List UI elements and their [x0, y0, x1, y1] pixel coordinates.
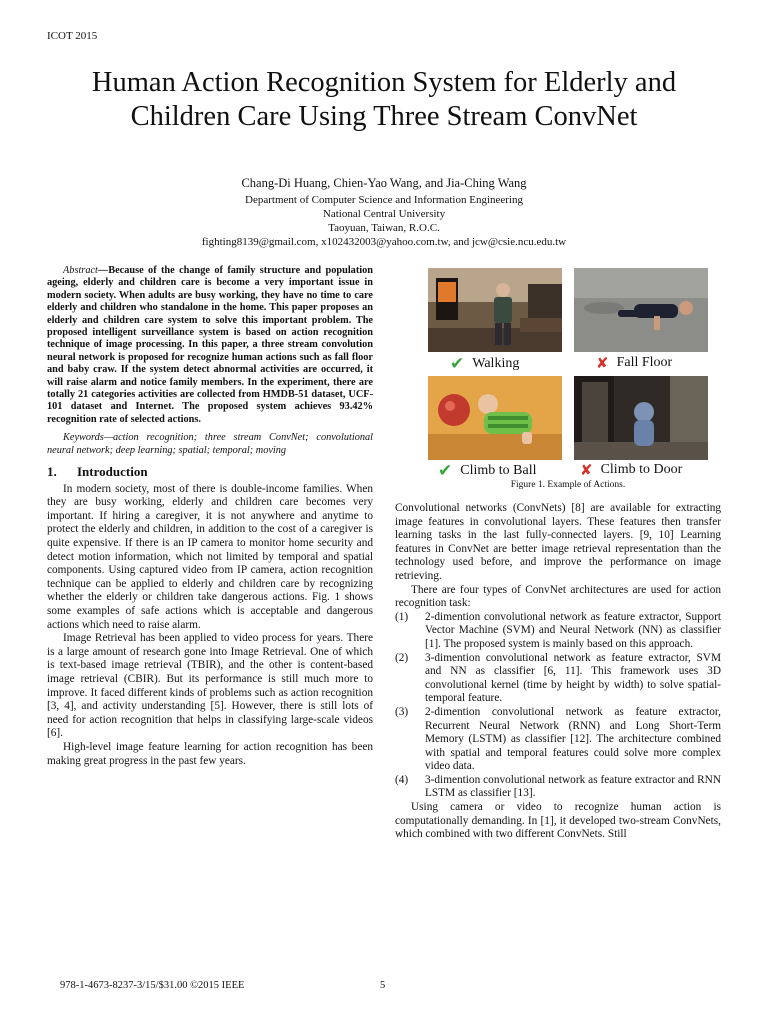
fall-floor-label [596, 354, 672, 372]
page-number: 5 [380, 980, 386, 991]
list-item [395, 774, 721, 801]
affiliation-block [0, 193, 768, 249]
intro-paragraph: In modern society, most of there is double-income families. When they are busy working, elderly and children care becomes very important. If hiring a caregiver, it is not anywhere and anytime to protect the elderly and children, in addition to the cost of a caregiver is quite expensive. If there is an IP camera to monitor home security and detect motion information, which not limited by temporal and spatial components. Using captured video from IP camera, action recognition technique can be applied to elderly and children care by recognizing whether the elderly or children take dangerous actions. Fig. 1 shows some examples of safe actions which is acceptable and dangerous actions which need to raise alarm. [47, 482, 373, 631]
architectures-intro: There are four types of ConvNet architectures are used for action recognition task: [395, 583, 721, 610]
author-list: Chang-Di Huang, Chien-Yao Wang, and Jia-Ching Wang [241, 176, 527, 190]
list-number: (4) [395, 773, 409, 786]
action-label: Fall Floor [616, 355, 673, 370]
abstract-text: —Because of the change of family structure and population ageing, elderly and children care is become a very important issue in modern society. When adults are busy working, they have no time to care elderly and children who standalone in the home. This paper proposes an elderly and children care system to solve this important problem. The proposed intelligent surveillance system is based on action recognition technique of image processing. In this paper, a three stream convolution neural network is proposed for recognize human actions such as fall floor and baby craw. If the system detect abnormal activities are occurred, it will raise alarm and notice family members. In the experiment, there are totally 21 categories activities are collected from HMDB-51 dataset, UCF-101 dataset and Internet. The proposed system achieves 93.42% recognition rate of selected actions. [47, 265, 373, 425]
left-column [47, 265, 373, 768]
list-text: 2-dimention convolutional network as feature extractor, Support Vector Machine (SVM) and Neural Network (NN) as classifier [1]. The proposed system is mainly based on this approach. [425, 610, 721, 650]
check-icon: ✔ [450, 354, 465, 374]
climb-to-ball-label [438, 461, 536, 481]
keywords-lead: Keywords [63, 432, 104, 444]
author-emails: fighting8139@gmail.com, x102432003@yahoo.com.tw, and jcw@csie.ncu.edu.tw [201, 236, 567, 248]
list-item [395, 652, 721, 706]
climb-to-door-photo [574, 376, 708, 460]
architecture-list [395, 611, 721, 801]
isbn-footer: 978-1-4673-8237-3/15/$31.00 ©2015 IEEE [60, 980, 245, 991]
affiliation-line: Department of Computer Science and Information Engineering [245, 194, 523, 206]
list-item [395, 706, 721, 774]
conference-header: ICOT 2015 [47, 30, 98, 42]
intro-paragraph: Image Retrieval has been applied to video process for years. There is a large amount of research gone into Image Retrieval. One of which is text-based image retrieval (TBIR), and the other is content-based image retrieval (CBIR). But its performance is still much more to improve. It faced different kinds of problems such as action recognition [3, 4], and activity understanding [5]. However, there is still lots of need for action recognition that helps in classifying large-scale videos [6]. [47, 632, 373, 740]
action-label: Walking [472, 356, 520, 371]
cross-icon: ✘ [596, 354, 609, 372]
list-number: (3) [395, 705, 409, 718]
right-column [395, 502, 721, 842]
list-number: (2) [395, 651, 409, 664]
climb-to-ball-photo [428, 376, 562, 460]
section-title: Introduction [77, 464, 148, 480]
keywords [47, 432, 373, 457]
section-number: 1. [47, 464, 57, 480]
fall-floor-photo [574, 268, 708, 352]
abstract-lead: Abstract [63, 265, 98, 276]
paper-title: Human Action Recognition System for Elderly and Children Care Using Three Stream ConvNet [91, 67, 677, 132]
walking-label [450, 354, 519, 374]
walking-photo [428, 268, 562, 352]
section-heading-introduction [47, 465, 373, 479]
action-label: Climb to Ball [460, 463, 537, 478]
climb-to-door-label [580, 461, 682, 479]
affiliation-line: Taoyuan, Taiwan, R.O.C. [328, 222, 440, 234]
figure-1 [428, 268, 708, 490]
keywords-text: —action recognition; three stream ConvNet; convolutional neural network; deep learning; spatial; temporal; moving [47, 432, 373, 456]
affiliation-line: National Central University [322, 208, 446, 220]
abstract [47, 265, 373, 426]
list-text: 2-dimention convolutional network as feature extractor, Recurrent Neural Network (RNN) and Long Short-Term Memory (LSTM) as classifier [12]. The architecture combined with spatial and temporal features could solve more complex video data. [425, 705, 721, 773]
check-icon: ✔ [438, 461, 453, 481]
cross-icon: ✘ [580, 461, 593, 479]
action-label: Climb to Door [600, 462, 683, 477]
list-item [395, 611, 721, 652]
convnet-paragraph: Convolutional networks (ConvNets) [8] are available for extracting image features in convolutional layers. These features then transfer learning tasks in the last fully-connected layers. [9, 10] Learning features in ConvNet are better image retrieval representation than the technology used before, and improve the performance on image retrieving. [395, 502, 721, 582]
figure-caption: Figure 1. Example of Actions. [510, 480, 626, 490]
list-text: 3-dimention convolutional network as feature extractor, SVM and NN as classifier [6, 11]. This framework uses 3D convolutional kernel (time by height by width) to solve spatial-temporal feature. [425, 651, 721, 705]
closing-paragraph: Using camera or video to recognize human action is computationally demanding. In [1], it developed two-stream ConvNets, which combined with two different ConvNets. Still [395, 801, 721, 841]
list-text: 3-dimention convolutional network as feature extractor and RNN LSTM as classifier [13]. [425, 773, 721, 800]
intro-paragraph: High-level image feature learning for action recognition has been making great progress in the past few years. [47, 740, 373, 767]
list-number: (1) [395, 610, 409, 623]
